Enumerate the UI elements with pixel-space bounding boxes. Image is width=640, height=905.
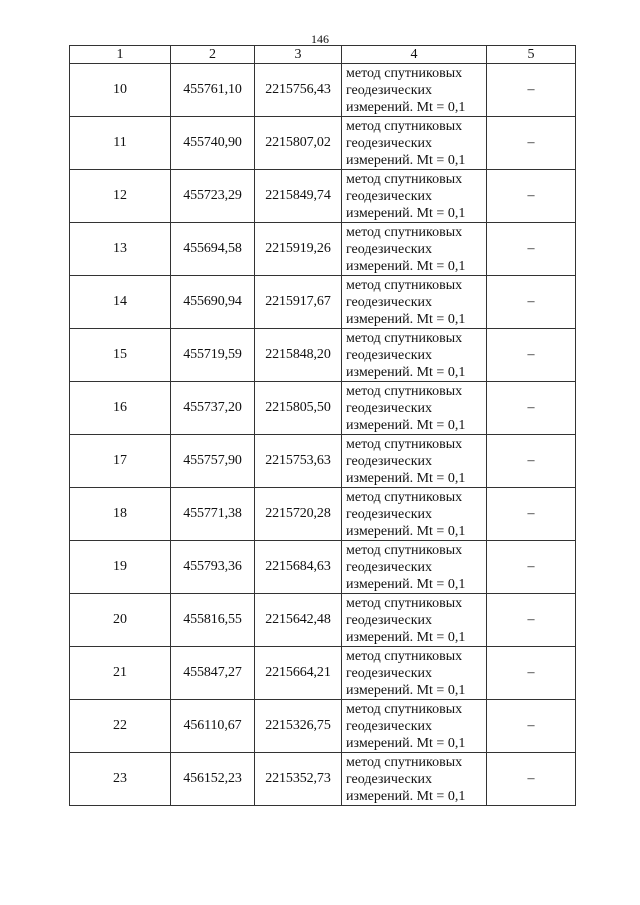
method-line: геодезических: [346, 718, 433, 734]
method-line: метод спутниковых: [346, 171, 463, 187]
y-coordinate-cell: 2215849,74: [255, 170, 342, 223]
method-line: метод спутниковых: [346, 118, 463, 134]
table-row: [70, 700, 576, 753]
page-number: 146: [311, 32, 329, 46]
x-coordinate-cell: 455719,59: [171, 329, 255, 382]
point-number-cell: 14: [70, 276, 171, 329]
method-cell: [342, 223, 487, 276]
point-number-cell: 20: [70, 594, 171, 647]
method-line: измерений. Mt = 0,1: [346, 735, 466, 751]
y-coordinate-cell: 2215805,50: [255, 382, 342, 435]
method-line: геодезических: [346, 559, 433, 575]
point-number-cell: 23: [70, 753, 171, 806]
table-row: [70, 64, 576, 117]
table-row: [70, 117, 576, 170]
method-cell: [342, 435, 487, 488]
method-line: метод спутниковых: [346, 65, 463, 81]
header-col-5: 5: [487, 46, 576, 64]
method-cell: [342, 647, 487, 700]
header-col-3: 3: [255, 46, 342, 64]
table-row: [70, 223, 576, 276]
method-line: метод спутниковых: [346, 277, 463, 293]
y-coordinate-cell: 2215664,21: [255, 647, 342, 700]
note-cell: –: [487, 700, 576, 753]
point-number-cell: 11: [70, 117, 171, 170]
point-number-cell: 19: [70, 541, 171, 594]
method-cell: [342, 753, 487, 806]
note-cell: –: [487, 541, 576, 594]
method-line: измерений. Mt = 0,1: [346, 417, 466, 433]
x-coordinate-cell: 455723,29: [171, 170, 255, 223]
y-coordinate-cell: 2215326,75: [255, 700, 342, 753]
header-col-4: 4: [342, 46, 487, 64]
method-line: измерений. Mt = 0,1: [346, 470, 466, 486]
method-line: геодезических: [346, 188, 433, 204]
table-row: [70, 488, 576, 541]
note-cell: –: [487, 329, 576, 382]
point-number-cell: 18: [70, 488, 171, 541]
table-row: [70, 753, 576, 806]
method-line: геодезических: [346, 506, 433, 522]
method-cell: [342, 64, 487, 117]
method-line: метод спутниковых: [346, 648, 463, 664]
note-cell: –: [487, 753, 576, 806]
method-line: геодезических: [346, 665, 433, 681]
method-line: измерений. Mt = 0,1: [346, 523, 466, 539]
point-number-cell: 13: [70, 223, 171, 276]
method-line: метод спутниковых: [346, 542, 463, 558]
method-cell: [342, 276, 487, 329]
method-line: метод спутниковых: [346, 224, 463, 240]
note-cell: –: [487, 223, 576, 276]
method-line: измерений. Mt = 0,1: [346, 788, 466, 804]
method-line: геодезических: [346, 82, 433, 98]
method-line: измерений. Mt = 0,1: [346, 682, 466, 698]
header-col-1: 1: [70, 46, 171, 64]
header-col-2: 2: [171, 46, 255, 64]
note-cell: –: [487, 382, 576, 435]
y-coordinate-cell: 2215684,63: [255, 541, 342, 594]
method-line: геодезических: [346, 612, 433, 628]
note-cell: –: [487, 170, 576, 223]
point-number-cell: 12: [70, 170, 171, 223]
x-coordinate-cell: 455694,58: [171, 223, 255, 276]
method-cell: [342, 117, 487, 170]
method-cell: [342, 488, 487, 541]
method-cell: [342, 594, 487, 647]
x-coordinate-cell: 455847,27: [171, 647, 255, 700]
table-row: [70, 170, 576, 223]
table-row: [70, 276, 576, 329]
table-header: [70, 46, 576, 64]
table-body: [70, 64, 576, 806]
method-cell: [342, 700, 487, 753]
method-line: измерений. Mt = 0,1: [346, 576, 466, 592]
note-cell: –: [487, 647, 576, 700]
method-line: измерений. Mt = 0,1: [346, 258, 466, 274]
method-line: геодезических: [346, 347, 433, 363]
x-coordinate-cell: 455771,38: [171, 488, 255, 541]
table-row: [70, 647, 576, 700]
y-coordinate-cell: 2215642,48: [255, 594, 342, 647]
method-line: метод спутниковых: [346, 754, 463, 770]
method-line: метод спутниковых: [346, 595, 463, 611]
method-line: метод спутниковых: [346, 383, 463, 399]
point-number-cell: 21: [70, 647, 171, 700]
x-coordinate-cell: 455816,55: [171, 594, 255, 647]
method-line: измерений. Mt = 0,1: [346, 629, 466, 645]
coordinates-table: [69, 45, 576, 806]
note-cell: –: [487, 64, 576, 117]
x-coordinate-cell: 455737,20: [171, 382, 255, 435]
note-cell: –: [487, 594, 576, 647]
table-row: [70, 541, 576, 594]
method-line: измерений. Mt = 0,1: [346, 152, 466, 168]
note-cell: –: [487, 117, 576, 170]
method-cell: [342, 170, 487, 223]
x-coordinate-cell: 455761,10: [171, 64, 255, 117]
table-row: [70, 329, 576, 382]
method-line: метод спутниковых: [346, 330, 463, 346]
y-coordinate-cell: 2215807,02: [255, 117, 342, 170]
y-coordinate-cell: 2215756,43: [255, 64, 342, 117]
note-cell: –: [487, 435, 576, 488]
method-line: геодезических: [346, 294, 433, 310]
note-cell: –: [487, 276, 576, 329]
method-line: метод спутниковых: [346, 436, 463, 452]
method-line: измерений. Mt = 0,1: [346, 205, 466, 221]
method-cell: [342, 382, 487, 435]
x-coordinate-cell: 455757,90: [171, 435, 255, 488]
y-coordinate-cell: 2215919,26: [255, 223, 342, 276]
method-line: измерений. Mt = 0,1: [346, 311, 466, 327]
y-coordinate-cell: 2215720,28: [255, 488, 342, 541]
point-number-cell: 17: [70, 435, 171, 488]
method-cell: [342, 541, 487, 594]
point-number-cell: 22: [70, 700, 171, 753]
table-row: [70, 382, 576, 435]
method-line: геодезических: [346, 135, 433, 151]
point-number-cell: 15: [70, 329, 171, 382]
x-coordinate-cell: 455740,90: [171, 117, 255, 170]
table-row: [70, 594, 576, 647]
y-coordinate-cell: 2215848,20: [255, 329, 342, 382]
y-coordinate-cell: 2215352,73: [255, 753, 342, 806]
x-coordinate-cell: 456110,67: [171, 700, 255, 753]
method-line: метод спутниковых: [346, 489, 463, 505]
method-line: геодезических: [346, 241, 433, 257]
x-coordinate-cell: 456152,23: [171, 753, 255, 806]
y-coordinate-cell: 2215753,63: [255, 435, 342, 488]
method-line: измерений. Mt = 0,1: [346, 99, 466, 115]
method-line: геодезических: [346, 400, 433, 416]
point-number-cell: 16: [70, 382, 171, 435]
y-coordinate-cell: 2215917,67: [255, 276, 342, 329]
method-line: геодезических: [346, 453, 433, 469]
method-line: геодезических: [346, 771, 433, 787]
header-row: [70, 46, 576, 64]
method-line: измерений. Mt = 0,1: [346, 364, 466, 380]
note-cell: –: [487, 488, 576, 541]
x-coordinate-cell: 455793,36: [171, 541, 255, 594]
x-coordinate-cell: 455690,94: [171, 276, 255, 329]
method-line: метод спутниковых: [346, 701, 463, 717]
table-row: [70, 435, 576, 488]
point-number-cell: 10: [70, 64, 171, 117]
method-cell: [342, 329, 487, 382]
